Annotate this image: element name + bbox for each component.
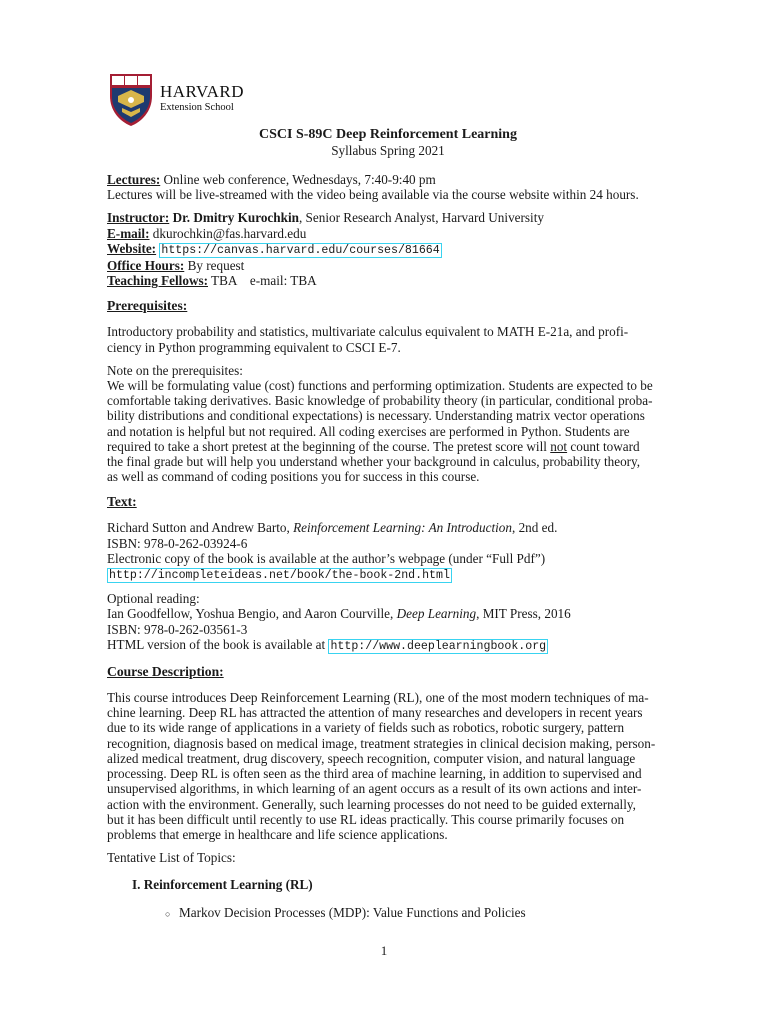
book2-authors: Ian Goodfellow, Yoshua Bengio, and Aaron Courville, bbox=[107, 606, 397, 622]
note-title: Note on the prerequisites: bbox=[107, 362, 243, 378]
note-line: the final grade but will help you understand whether your background in calculus, probability theory, bbox=[107, 454, 641, 470]
prerequisites-line: ciency in Python programming equivalent to CSCI E-7. bbox=[107, 339, 401, 355]
logo-wordmark: HARVARD bbox=[160, 82, 245, 101]
textbook-primary bbox=[107, 520, 669, 583]
topic-title: Reinforcement Learning (RL) bbox=[143, 877, 313, 893]
description-line: chine learning. Deep RL has attracted the attention of many researches and developers in recent years bbox=[107, 705, 643, 721]
text-heading: Text: bbox=[107, 494, 137, 510]
textbook-optional bbox=[107, 591, 669, 654]
syllabus-body bbox=[107, 126, 669, 922]
book1-copy-note: Electronic copy of the book is available at the author’s webpage (under “Full Pdf”) bbox=[107, 550, 546, 566]
topic-item bbox=[107, 877, 669, 892]
book2-title: Deep Learning bbox=[396, 606, 477, 622]
book2-publisher: , MIT Press, 2016 bbox=[476, 606, 571, 622]
description-line: action with the environment. Generally, such learning processes do not need to be guided externally, bbox=[107, 796, 636, 812]
circle-bullet-icon: ○ bbox=[165, 908, 171, 919]
teaching-fellows-value: TBA e-mail: TBA bbox=[208, 273, 317, 289]
book2-isbn: ISBN: 978-0-262-03561-3 bbox=[107, 621, 248, 637]
description-line: recognition, diagnosis based on medical image, treatment strategies in clinical decision making, person- bbox=[107, 735, 656, 751]
course-description-text bbox=[107, 690, 669, 842]
description-line: unsupervised algorithms, in which learning of an agent occurs as a result of its own actions and inter- bbox=[107, 781, 642, 797]
harvard-shield-icon bbox=[108, 72, 154, 128]
subtopic-title: Markov Decision Processes (MDP): Value Functions and Policies bbox=[179, 904, 526, 920]
note-line: as well as command of coding positions you for success in this course. bbox=[107, 469, 480, 485]
lectures-block bbox=[107, 172, 669, 202]
description-line: due to its wide range of applications in a variety of fields such as robotics, robotic surgery, pattern bbox=[107, 720, 625, 736]
website-label: Website: bbox=[107, 240, 157, 256]
lectures-note: Lectures will be live-streamed with the video being available via the course website within 24 hours. bbox=[107, 187, 639, 203]
note-line: required to take a short pretest at the beginning of the course. The pretest score will bbox=[107, 438, 551, 454]
instructor-name: Dr. Dmitry Kurochkin bbox=[172, 210, 299, 226]
description-line: alized medical treatment, drug discovery, speech recognition, computer vision, and natural language bbox=[107, 750, 636, 766]
contact-block bbox=[107, 210, 669, 288]
optional-reading-label: Optional reading: bbox=[107, 591, 200, 607]
instructor-label: Instructor: bbox=[107, 210, 170, 226]
book1-title: Reinforcement Learning: An Introduction bbox=[293, 520, 512, 536]
office-hours-value: By request bbox=[184, 258, 245, 274]
course-title: CSCI S-89C Deep Reinforcement Learning bbox=[259, 127, 517, 142]
page-number: 1 bbox=[380, 943, 388, 958]
book1-link[interactable]: http://incompleteideas.net/book/the-book-2nd.html bbox=[109, 569, 450, 583]
prerequisites-heading: Prerequisites: bbox=[107, 298, 188, 314]
note-line: and notation is helpful but not required. All coding exercises are performed in Python. Students are bbox=[107, 423, 630, 439]
teaching-fellows-label: Teaching Fellows: bbox=[107, 273, 208, 289]
lectures-label: Lectures: bbox=[107, 172, 161, 187]
logo-school-name: Extension School bbox=[160, 102, 234, 113]
topic-number: I. bbox=[132, 877, 141, 893]
book2-html-note: HTML version of the book is available at bbox=[107, 636, 329, 652]
email-label: E-mail: bbox=[107, 225, 150, 241]
note-line: We will be formulating value (cost) functions and performing optimization. Students are expected to be bbox=[107, 378, 653, 394]
instructor-email[interactable]: dkurochkin@fas.harvard.edu bbox=[149, 225, 307, 241]
topics-label: Tentative List of Topics: bbox=[107, 850, 236, 866]
harvard-extension-logo bbox=[108, 72, 268, 128]
note-line: comfortable taking derivatives. Basic knowledge of probability theory (in particular, conditional proba- bbox=[107, 393, 653, 409]
prerequisites-note bbox=[107, 363, 669, 485]
note-line: bility distributions and conditional expectations) is necessary. Understanding matrix vector operations bbox=[107, 408, 645, 424]
office-hours-label: Office Hours: bbox=[107, 258, 185, 274]
course-subtitle: Syllabus Spring 2021 bbox=[331, 143, 445, 158]
description-line: but it has been difficult until recently to use RL ideas practically. This course primarily focuses on bbox=[107, 811, 625, 827]
subtopic-item bbox=[107, 905, 669, 922]
instructor-role: , Senior Research Analyst, Harvard University bbox=[298, 210, 544, 226]
book1-edition: , 2nd ed. bbox=[511, 520, 558, 536]
description-line: processing. Deep RL is often seen as the third area of machine learning, in addition to supervised and bbox=[107, 766, 642, 782]
book1-authors: Richard Sutton and Andrew Barto, bbox=[107, 520, 294, 536]
prerequisites-text bbox=[107, 324, 669, 354]
lectures-schedule: Online web conference, Wednesdays, 7:40-9:40 pm bbox=[160, 172, 436, 187]
website-link[interactable]: https://canvas.harvard.edu/courses/81664 bbox=[161, 243, 440, 257]
prerequisites-line: Introductory probability and statistics, multivariate calculus equivalent to MATH E-21a, and profi- bbox=[107, 324, 629, 340]
course-description-heading: Course Description: bbox=[107, 664, 224, 680]
book2-link[interactable]: http://www.deeplearningbook.org bbox=[330, 639, 547, 653]
description-line: problems that emerge in healthcare and life science applications. bbox=[107, 826, 448, 842]
note-line-end: count toward bbox=[567, 438, 640, 454]
note-emphasis-not: not bbox=[550, 438, 568, 454]
description-line: This course introduces Deep Reinforcement Learning (RL), one of the most modern techniques of ma- bbox=[107, 690, 649, 706]
book1-isbn: ISBN: 978-0-262-03924-6 bbox=[107, 535, 248, 551]
